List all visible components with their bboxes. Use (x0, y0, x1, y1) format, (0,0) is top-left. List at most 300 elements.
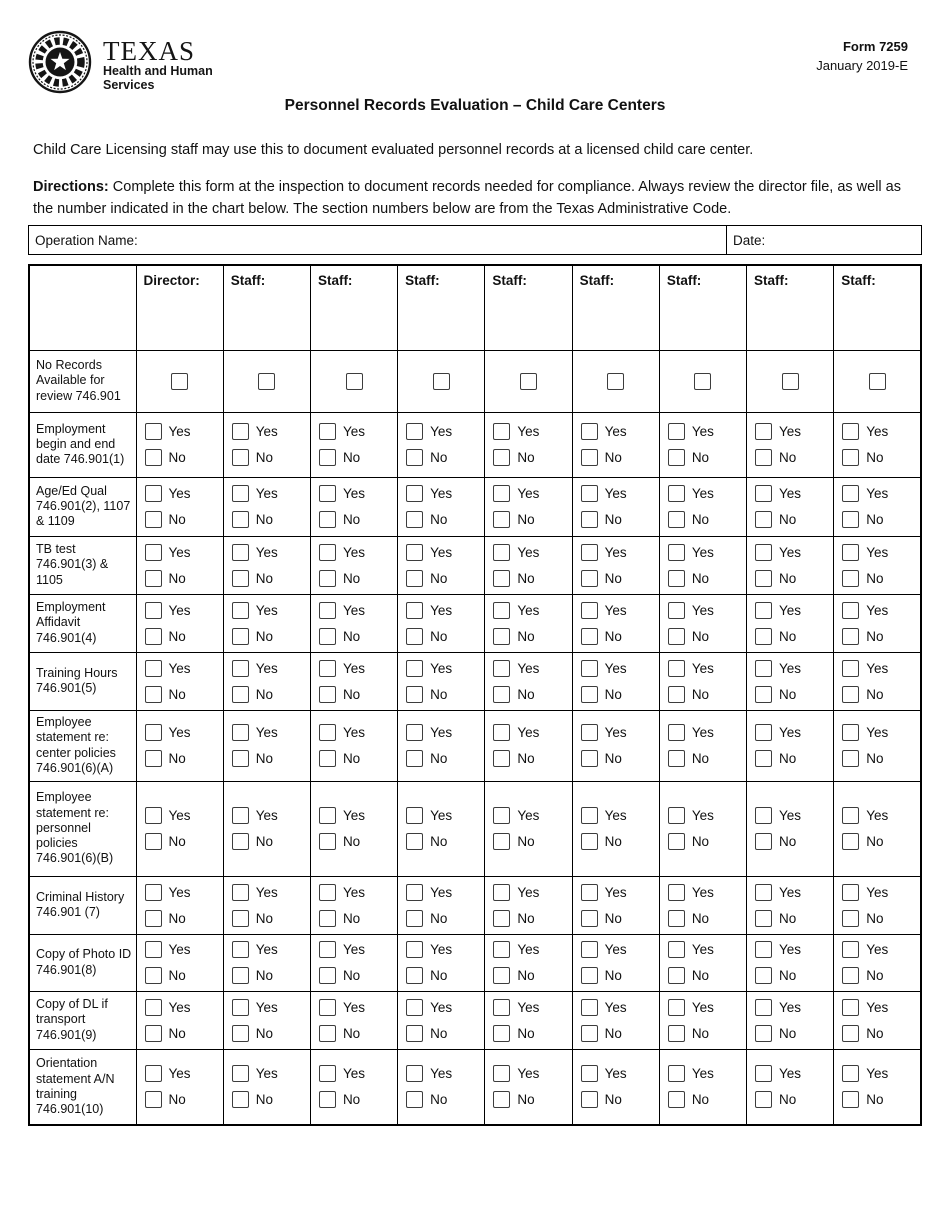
yes-checkbox[interactable] (406, 660, 423, 677)
no-checkbox[interactable] (493, 449, 510, 466)
no-checkbox[interactable] (493, 686, 510, 703)
yes-label: Yes (168, 725, 191, 740)
yes-option (493, 941, 570, 958)
no-checkbox[interactable] (319, 750, 336, 767)
yes-checkbox[interactable] (145, 602, 162, 619)
no-option (319, 833, 396, 850)
no-checkbox[interactable] (319, 628, 336, 645)
column-header-staff-8: Staff: (834, 265, 921, 350)
no-checkbox[interactable] (232, 570, 249, 587)
checkbox-cell (136, 991, 223, 1049)
yes-checkbox[interactable] (581, 544, 598, 561)
no-option (319, 686, 396, 703)
no-checkbox[interactable] (668, 833, 685, 850)
no-label: No (342, 512, 361, 527)
yes-checkbox[interactable] (232, 660, 249, 677)
no-label: No (255, 570, 273, 586)
yes-checkbox[interactable] (319, 807, 336, 824)
no-option (755, 628, 832, 645)
yes-checkbox[interactable] (668, 807, 685, 824)
no-checkbox[interactable] (145, 511, 162, 528)
no-option (406, 449, 483, 466)
no-checkbox[interactable] (581, 1025, 598, 1042)
yes-checkbox[interactable] (842, 999, 859, 1016)
no-label: No (255, 450, 273, 465)
yes-label: Yes (517, 725, 540, 740)
yes-option (668, 884, 745, 901)
no-checkbox[interactable] (406, 628, 423, 645)
yes-checkbox[interactable] (406, 884, 423, 901)
no-label: No (779, 1025, 797, 1041)
no-label: No (255, 628, 273, 644)
checkbox-cell (485, 350, 572, 412)
no-checkbox[interactable] (319, 1091, 336, 1108)
yes-checkbox[interactable] (319, 544, 336, 561)
yes-checkbox[interactable] (668, 423, 685, 440)
no-checkbox[interactable] (232, 1091, 249, 1108)
no-label: No (342, 1092, 361, 1108)
no-checkbox[interactable] (755, 910, 772, 927)
no-checkbox[interactable] (493, 1025, 510, 1042)
no-checkbox[interactable] (232, 511, 249, 528)
yes-checkbox[interactable] (319, 941, 336, 958)
no-checkbox[interactable] (668, 686, 685, 703)
yes-label: Yes (604, 486, 627, 501)
yes-label: Yes (255, 1066, 278, 1082)
yes-checkbox[interactable] (319, 660, 336, 677)
no-option (145, 570, 222, 587)
intro-text: Child Care Licensing staff may use this to document evaluated personnel records at a licensed child care center. (33, 142, 754, 158)
no-checkbox[interactable] (668, 570, 685, 587)
no-option (842, 449, 919, 466)
checkbox-cell (572, 1049, 659, 1125)
no-checkbox[interactable] (842, 511, 859, 528)
yes-checkbox[interactable] (493, 724, 510, 741)
no-checkbox[interactable] (406, 750, 423, 767)
yes-checkbox[interactable] (842, 485, 859, 502)
no-checkbox[interactable] (406, 511, 423, 528)
no-checkbox[interactable] (668, 1091, 685, 1108)
yes-option (581, 884, 658, 901)
yes-checkbox[interactable] (842, 884, 859, 901)
yes-option (755, 1065, 832, 1082)
yes-checkbox[interactable] (842, 724, 859, 741)
no-checkbox[interactable] (406, 1025, 423, 1042)
yes-checkbox[interactable] (755, 807, 772, 824)
yes-checkbox[interactable] (581, 999, 598, 1016)
yes-checkbox[interactable] (232, 1065, 249, 1082)
no-label: No (517, 512, 535, 527)
no-label: No (779, 834, 797, 849)
no-checkbox[interactable] (842, 967, 859, 984)
no-checkbox[interactable] (319, 967, 336, 984)
yes-checkbox[interactable] (493, 660, 510, 677)
yes-checkbox[interactable] (406, 724, 423, 741)
no-label: No (168, 628, 186, 644)
no-checkbox[interactable] (493, 910, 510, 927)
column-header-staff-4: Staff: (485, 265, 572, 350)
no-checkbox[interactable] (755, 686, 772, 703)
no-checkbox[interactable] (581, 750, 598, 767)
no-checkbox[interactable] (232, 628, 249, 645)
no-checkbox[interactable] (842, 1025, 859, 1042)
no-option (842, 686, 919, 703)
no-records-checkbox[interactable] (433, 373, 450, 390)
yes-checkbox[interactable] (581, 941, 598, 958)
no-option (319, 511, 396, 528)
yes-checkbox[interactable] (842, 423, 859, 440)
no-option (842, 1025, 919, 1042)
no-checkbox[interactable] (406, 570, 423, 587)
no-checkbox[interactable] (232, 910, 249, 927)
no-checkbox[interactable] (755, 967, 772, 984)
no-records-checkbox[interactable] (869, 373, 886, 390)
yes-checkbox[interactable] (581, 602, 598, 619)
yes-option (145, 660, 222, 677)
checkbox-cell (747, 412, 834, 477)
no-checkbox[interactable] (145, 750, 162, 767)
no-label: No (604, 512, 622, 527)
no-records-checkbox[interactable] (782, 373, 799, 390)
checkbox-cell (136, 710, 223, 781)
yes-checkbox[interactable] (145, 807, 162, 824)
date-input[interactable] (769, 227, 921, 252)
no-records-checkbox[interactable] (171, 373, 188, 390)
checkbox-cell (310, 350, 397, 412)
yes-checkbox[interactable] (232, 485, 249, 502)
no-checkbox[interactable] (493, 511, 510, 528)
no-checkbox[interactable] (581, 570, 598, 587)
yes-checkbox[interactable] (755, 602, 772, 619)
no-records-checkbox[interactable] (258, 373, 275, 390)
yes-checkbox[interactable] (842, 807, 859, 824)
no-checkbox[interactable] (581, 449, 598, 466)
checkbox-cell (572, 412, 659, 477)
no-checkbox[interactable] (145, 967, 162, 984)
no-checkbox[interactable] (493, 570, 510, 587)
no-checkbox[interactable] (232, 833, 249, 850)
yes-checkbox[interactable] (581, 423, 598, 440)
checkbox-cell (398, 934, 485, 991)
yes-label: Yes (866, 942, 889, 957)
no-checkbox[interactable] (406, 449, 423, 466)
no-checkbox[interactable] (406, 833, 423, 850)
yes-label: Yes (430, 884, 453, 900)
yes-checkbox[interactable] (493, 941, 510, 958)
yes-checkbox[interactable] (755, 544, 772, 561)
no-checkbox[interactable] (668, 967, 685, 984)
no-label: No (342, 968, 361, 983)
yes-option (232, 544, 309, 561)
yes-checkbox[interactable] (406, 941, 423, 958)
no-checkbox[interactable] (145, 686, 162, 703)
yes-checkbox[interactable] (668, 884, 685, 901)
checkbox-cell (398, 1049, 485, 1125)
yes-checkbox[interactable] (493, 884, 510, 901)
yes-checkbox[interactable] (145, 423, 162, 440)
no-checkbox[interactable] (145, 628, 162, 645)
operation-name-input[interactable] (142, 227, 726, 252)
yes-label: Yes (517, 808, 540, 823)
yes-checkbox[interactable] (493, 544, 510, 561)
yes-label: Yes (255, 486, 278, 501)
yes-checkbox[interactable] (406, 1065, 423, 1082)
yes-checkbox[interactable] (755, 485, 772, 502)
no-option (145, 628, 222, 645)
corner-cell (29, 265, 136, 350)
yes-checkbox[interactable] (232, 544, 249, 561)
yes-checkbox[interactable] (145, 660, 162, 677)
no-option (842, 511, 919, 528)
table-row (29, 536, 921, 594)
no-label: No (342, 910, 361, 926)
yes-checkbox[interactable] (493, 999, 510, 1016)
yes-checkbox[interactable] (319, 485, 336, 502)
no-checkbox[interactable] (232, 449, 249, 466)
no-records-checkbox[interactable] (607, 373, 624, 390)
no-checkbox[interactable] (319, 511, 336, 528)
yes-option (668, 724, 745, 741)
yes-checkbox[interactable] (668, 1065, 685, 1082)
no-checkbox[interactable] (842, 1091, 859, 1108)
yes-checkbox[interactable] (232, 423, 249, 440)
yes-checkbox[interactable] (755, 884, 772, 901)
yes-label: Yes (255, 725, 278, 740)
yes-checkbox[interactable] (755, 1065, 772, 1082)
no-checkbox[interactable] (842, 686, 859, 703)
yes-label: Yes (430, 942, 453, 957)
yes-checkbox[interactable] (581, 1065, 598, 1082)
yes-checkbox[interactable] (668, 485, 685, 502)
yes-checkbox[interactable] (232, 941, 249, 958)
no-records-checkbox[interactable] (520, 373, 537, 390)
yes-checkbox[interactable] (581, 660, 598, 677)
no-label: No (517, 968, 535, 983)
yes-checkbox[interactable] (145, 1065, 162, 1082)
no-label: No (779, 450, 797, 465)
no-option (842, 570, 919, 587)
yes-checkbox[interactable] (755, 423, 772, 440)
yes-label: Yes (168, 486, 191, 501)
yes-checkbox[interactable] (493, 485, 510, 502)
no-checkbox[interactable] (493, 967, 510, 984)
yes-checkbox[interactable] (232, 807, 249, 824)
no-option (668, 628, 745, 645)
yes-checkbox[interactable] (145, 485, 162, 502)
no-checkbox[interactable] (842, 570, 859, 587)
yes-checkbox[interactable] (319, 423, 336, 440)
yes-checkbox[interactable] (319, 884, 336, 901)
yes-checkbox[interactable] (755, 724, 772, 741)
no-checkbox[interactable] (842, 449, 859, 466)
no-checkbox[interactable] (493, 750, 510, 767)
yes-checkbox[interactable] (581, 724, 598, 741)
yes-checkbox[interactable] (145, 999, 162, 1016)
yes-checkbox[interactable] (232, 724, 249, 741)
yes-checkbox[interactable] (581, 884, 598, 901)
yes-option (581, 544, 658, 561)
yes-label: Yes (866, 725, 889, 740)
no-checkbox[interactable] (581, 967, 598, 984)
checkbox-cell (485, 991, 572, 1049)
table-row (29, 991, 921, 1049)
yes-checkbox[interactable] (842, 544, 859, 561)
yes-checkbox[interactable] (668, 660, 685, 677)
yes-checkbox[interactable] (145, 941, 162, 958)
no-checkbox[interactable] (145, 910, 162, 927)
checkbox-cell (572, 781, 659, 876)
yes-checkbox[interactable] (406, 602, 423, 619)
checkbox-cell (747, 477, 834, 536)
no-option (755, 511, 832, 528)
yes-checkbox[interactable] (493, 807, 510, 824)
no-records-checkbox[interactable] (694, 373, 711, 390)
no-checkbox[interactable] (581, 1091, 598, 1108)
yes-checkbox[interactable] (145, 884, 162, 901)
no-checkbox[interactable] (145, 1025, 162, 1042)
yes-checkbox[interactable] (145, 544, 162, 561)
yes-checkbox[interactable] (319, 999, 336, 1016)
yes-checkbox[interactable] (145, 724, 162, 741)
yes-label: Yes (517, 424, 540, 439)
no-checkbox[interactable] (755, 1091, 772, 1108)
no-records-checkbox[interactable] (346, 373, 363, 390)
yes-checkbox[interactable] (842, 1065, 859, 1082)
yes-label: Yes (779, 660, 802, 676)
no-checkbox[interactable] (319, 1025, 336, 1042)
no-checkbox[interactable] (668, 511, 685, 528)
no-checkbox[interactable] (755, 1025, 772, 1042)
yes-option (319, 884, 396, 901)
no-checkbox[interactable] (755, 570, 772, 587)
yes-option (319, 1065, 396, 1082)
checkbox-cell (485, 652, 572, 710)
no-checkbox[interactable] (755, 511, 772, 528)
no-checkbox[interactable] (581, 686, 598, 703)
no-checkbox[interactable] (668, 750, 685, 767)
yes-checkbox[interactable] (668, 941, 685, 958)
yes-checkbox[interactable] (406, 807, 423, 824)
yes-checkbox[interactable] (319, 724, 336, 741)
yes-checkbox[interactable] (755, 999, 772, 1016)
yes-checkbox[interactable] (319, 602, 336, 619)
no-checkbox[interactable] (145, 449, 162, 466)
yes-label: Yes (342, 424, 365, 439)
no-option (319, 1091, 396, 1108)
no-checkbox[interactable] (581, 833, 598, 850)
no-checkbox[interactable] (755, 750, 772, 767)
no-checkbox[interactable] (493, 833, 510, 850)
no-label: No (430, 570, 448, 586)
yes-checkbox[interactable] (232, 602, 249, 619)
no-option (319, 570, 396, 587)
no-checkbox[interactable] (842, 833, 859, 850)
yes-checkbox[interactable] (493, 602, 510, 619)
checkbox-cell (310, 1049, 397, 1125)
no-option (493, 967, 570, 984)
no-option (755, 833, 832, 850)
no-checkbox[interactable] (493, 628, 510, 645)
no-checkbox[interactable] (755, 833, 772, 850)
yes-checkbox[interactable] (755, 660, 772, 677)
no-checkbox[interactable] (145, 570, 162, 587)
yes-checkbox[interactable] (232, 884, 249, 901)
yes-checkbox[interactable] (406, 999, 423, 1016)
no-checkbox[interactable] (668, 1025, 685, 1042)
no-checkbox[interactable] (232, 1025, 249, 1042)
no-checkbox[interactable] (319, 910, 336, 927)
no-label: No (430, 834, 448, 849)
yes-checkbox[interactable] (493, 423, 510, 440)
yes-checkbox[interactable] (668, 602, 685, 619)
yes-checkbox[interactable] (406, 485, 423, 502)
yes-checkbox[interactable] (842, 941, 859, 958)
no-checkbox[interactable] (842, 910, 859, 927)
no-checkbox[interactable] (232, 750, 249, 767)
no-checkbox[interactable] (668, 449, 685, 466)
yes-label: Yes (604, 1066, 627, 1082)
page-header (28, 30, 922, 95)
no-checkbox[interactable] (319, 686, 336, 703)
checkbox-cell (834, 991, 921, 1049)
yes-label: Yes (866, 486, 889, 501)
no-checkbox[interactable] (406, 910, 423, 927)
no-checkbox[interactable] (581, 628, 598, 645)
yes-checkbox[interactable] (406, 423, 423, 440)
yes-checkbox[interactable] (232, 999, 249, 1016)
no-checkbox[interactable] (842, 628, 859, 645)
yes-checkbox[interactable] (755, 941, 772, 958)
no-checkbox[interactable] (319, 449, 336, 466)
yes-checkbox[interactable] (319, 1065, 336, 1082)
no-checkbox[interactable] (145, 833, 162, 850)
no-checkbox[interactable] (406, 967, 423, 984)
yes-checkbox[interactable] (668, 544, 685, 561)
yes-checkbox[interactable] (842, 660, 859, 677)
yes-checkbox[interactable] (581, 485, 598, 502)
checkbox-cell (747, 594, 834, 652)
no-checkbox[interactable] (581, 511, 598, 528)
yes-checkbox[interactable] (668, 724, 685, 741)
no-checkbox[interactable] (406, 1091, 423, 1108)
yes-checkbox[interactable] (581, 807, 598, 824)
no-checkbox[interactable] (232, 686, 249, 703)
yes-checkbox[interactable] (842, 602, 859, 619)
no-checkbox[interactable] (406, 686, 423, 703)
no-label: No (691, 1025, 710, 1041)
no-checkbox[interactable] (668, 628, 685, 645)
no-checkbox[interactable] (755, 628, 772, 645)
yes-checkbox[interactable] (406, 544, 423, 561)
yes-checkbox[interactable] (493, 1065, 510, 1082)
no-checkbox[interactable] (232, 967, 249, 984)
no-checkbox[interactable] (842, 750, 859, 767)
no-checkbox[interactable] (755, 449, 772, 466)
checkbox-cell (310, 876, 397, 934)
yes-checkbox[interactable] (668, 999, 685, 1016)
no-checkbox[interactable] (319, 833, 336, 850)
no-checkbox[interactable] (493, 1091, 510, 1108)
column-header-staff-3: Staff: (398, 265, 485, 350)
checkbox-cell (747, 350, 834, 412)
no-label: No (517, 910, 535, 926)
no-checkbox[interactable] (145, 1091, 162, 1108)
no-label: No (168, 910, 186, 926)
no-checkbox[interactable] (581, 910, 598, 927)
no-checkbox[interactable] (668, 910, 685, 927)
no-checkbox[interactable] (319, 570, 336, 587)
checkbox-cell (834, 477, 921, 536)
